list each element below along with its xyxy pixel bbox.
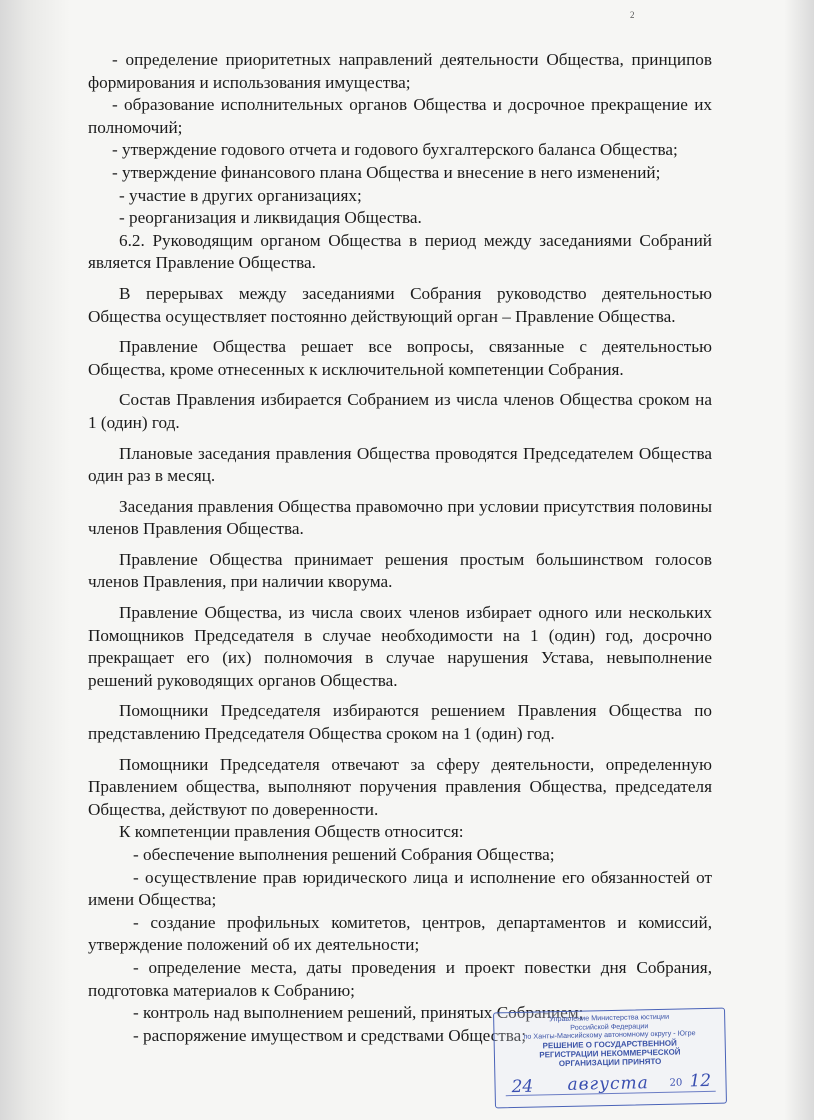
paragraph: Правление Общества принимает решения простым большинством голосов членов Правления, при наличии кворума. <box>88 549 712 592</box>
stamp-line-2: Российской Федерации <box>570 1020 649 1032</box>
paragraph: Правление Общества решает все вопросы, связанные с деятельностью Общества, кроме отнесенных к исключительной компетенции Собрания. <box>88 337 712 379</box>
paragraph: Состав Правления избирается Собранием из числа членов Общества сроком на 1 (один) год. <box>88 390 712 432</box>
paragraph: - утверждение годового отчета и годового бухгалтерского баланса Общества; <box>112 140 678 160</box>
scan-right-edge <box>784 0 814 1120</box>
paragraph: - участие в других организациях; <box>119 185 362 205</box>
paragraph: Помощники Председателя отвечают за сферу деятельности, определенную Правлением общества, выполняют поручения правления Общества, председателя Общества, действуют по доверенности. <box>88 754 712 819</box>
scan-left-edge <box>0 0 70 1120</box>
paragraph: - создание профильных комитетов, центров, департаментов и комиссий, утверждение положений об их деятельности; <box>88 912 712 955</box>
paragraph: Помощники Председателя избираются решением Правления Общества по представлению Председателя Общества сроком на 1 (один) год. <box>88 701 712 744</box>
registration-stamp <box>493 1008 727 1109</box>
paragraph: К компетенции правления Обществ относится: <box>119 822 464 842</box>
stamp-date-month: августа <box>567 1073 650 1095</box>
paragraph: - распоряжение имуществом и средствами Общества; <box>133 1025 527 1045</box>
stamp-bold-2: РЕГИСТРАЦИИ НЕКОММЕРЧЕСКОЙ <box>539 1047 681 1060</box>
paragraph: - реорганизация и ликвидация Общества. <box>119 208 422 228</box>
page-number: 2 <box>630 10 635 20</box>
paragraph: - утверждение финансового плана Общества и внесение в него изменений; <box>112 162 661 182</box>
stamp-date <box>505 1071 715 1101</box>
stamp-date-year-prefix: 20 <box>669 1077 683 1089</box>
stamp-date-year: 12 <box>689 1070 712 1092</box>
paragraph: Правление Общества, из числа своих членов избирает одного или нескольких Помощников Председателя в случае необходимости на 1 (один) год, досрочно прекращает его (их) полномочия в случае нарушения Устава, невыполнение решений руководящих органов Общества. <box>88 603 712 690</box>
paragraph: - контроль над выполнением решений, принятых Собранием; <box>133 1003 584 1023</box>
paragraph: - определение места, даты проведения и проект повестки дня Собрания, подготовка материалов к Собранию; <box>88 957 712 1000</box>
paragraph: В перерывах между заседаниями Собрания руководство деятельностью Общества осуществляет постоянно действующий орган – Правление Общества. <box>88 283 712 326</box>
paragraph: Заседания правления Общества правомочно при условии присутствия половины членов Правления Общества. <box>88 496 712 539</box>
document-body <box>88 49 712 1047</box>
paragraph: - обеспечение выполнения решений Собрания Общества; <box>133 845 555 864</box>
paragraph: 6.2. Руководящим органом Общества в период между заседаниями Собраний является Правление Общества. <box>88 230 712 273</box>
stamp-bold-3: ОРГАНИЗАЦИИ ПРИНЯТО <box>558 1056 662 1068</box>
stamp-line-1: Управление Министерства юстиции <box>549 1011 670 1024</box>
stamp-bold-1: РЕШЕНИЕ О ГОСУДАРСТВЕННОЙ <box>542 1038 677 1051</box>
paragraph: - осуществление прав юридического лица и исполнение его обязанностей от имени Общества; <box>88 867 712 910</box>
paragraph: - определение приоритетных направлений деятельности Общества, принципов формирования и использования имущества; <box>88 50 712 92</box>
paragraph: Плановые заседания правления Общества проводятся Председателем Общества один раз в месяц. <box>88 443 712 486</box>
stamp-date-day: 24 <box>511 1076 534 1098</box>
paragraph: - образование исполнительных органов Общества и досрочное прекращение их полномочий; <box>88 95 712 137</box>
stamp-line-3: по Ханты-Мансийскому автономному округу - Югре <box>523 1028 696 1041</box>
